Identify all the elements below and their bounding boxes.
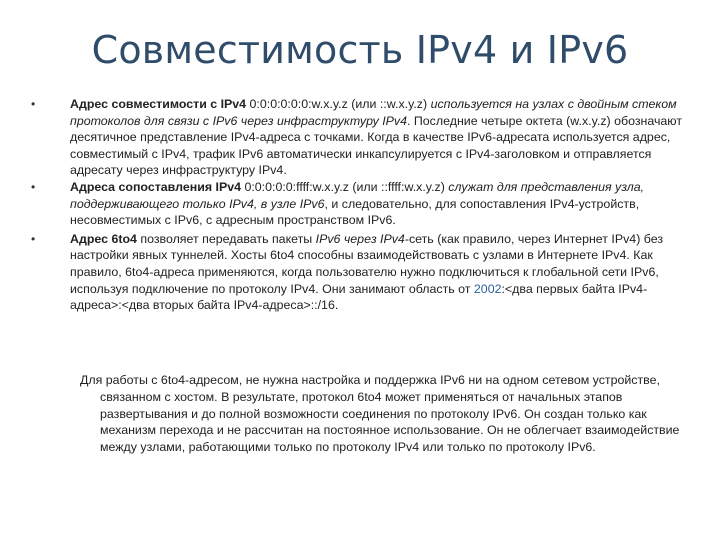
body-text: -сеть (как правило, через Интернет IPv4) без настройки явных туннелей. Хосты 6to4 способны взаимодействовать с узлами в Интернете IPv4. Как правило, 6to4-адреса применяются, когда пользователю нужно подключиться к глобальной сети IPv6, используя подключение по протоколу IPv4. Они занимают область от — [70, 231, 664, 296]
body-text: позволяет передавать пакеты — [136, 231, 316, 246]
address: 0:0:0:0:0:0:w.x.y.z — [246, 97, 348, 111]
bullet-item — [30, 179, 690, 229]
address-alt: (или ::ffff:w.x.y.z) — [348, 179, 449, 194]
body-text: :<два первых байта IPv4-адреса>:<два вторых байта IPv4-адреса>::/16. — [70, 281, 648, 313]
bullet-lead: Адреса сопоставления IPv4 — [70, 179, 242, 194]
body-text: . Последние четыре октета (w.x.y.z) обозначают десятичное представление IPv4-адреса с точками. Когда в качестве IPv6-адресата используется адрес, совместимый с IPv4, трафик IPv6 автоматически инкапсулируется с IPv4-заголовком и отправляется адресату через инфраструктуру IPv4. — [70, 113, 683, 178]
bullet-lead: Адрес совместимости с IPv4 — [70, 97, 247, 111]
bullet-dot: • — [31, 179, 36, 194]
address-alt: (или ::w.x.y.z) — [347, 97, 431, 111]
bullet-dot: • — [31, 97, 36, 111]
bullet-list — [30, 96, 690, 314]
summary-paragraph: Для работы с 6to4-адресом, не нужна настройка и поддержка IPv6 ни на одном сетевом устройстве, связанном с хостом. В результате, протокол 6to4 может применяться от начальных этапов развертывания и до полной возможности соединения по протоколу IPv6. Он создан только как механизм перехода и не рассчитан на постоянное использование. Он не облегчает взаимодействие между узлами, работающими только по протоколу IPv4 или только по протоколу IPv6. — [80, 373, 680, 454]
bullet-item — [30, 96, 690, 179]
prefix-link[interactable]: 2002 — [473, 281, 502, 296]
bullet-dot: • — [31, 231, 36, 246]
italic-text: используется на узлах с двойным стеком протоколов для связи с IPv6 через инфраструктуру IPv4 — [70, 97, 677, 128]
italic-text: служат для представления узла, поддерживающего только IPv4, в узле IPv6 — [70, 179, 645, 211]
slide-title: Совместимость IPv4 и IPv6 — [91, 28, 629, 72]
bullet-lead: Адрес 6to4 — [70, 231, 137, 246]
address: 0:0:0:0:0:ffff:w.x.y.z — [241, 179, 349, 194]
italic-text: IPv6 через IPv4 — [315, 231, 405, 246]
body-text: , и следовательно, для сопоставления IPv4-устройств, несовместимых с IPv6, с адресным пространством IPv6. — [70, 196, 640, 228]
bullet-item — [30, 231, 690, 314]
